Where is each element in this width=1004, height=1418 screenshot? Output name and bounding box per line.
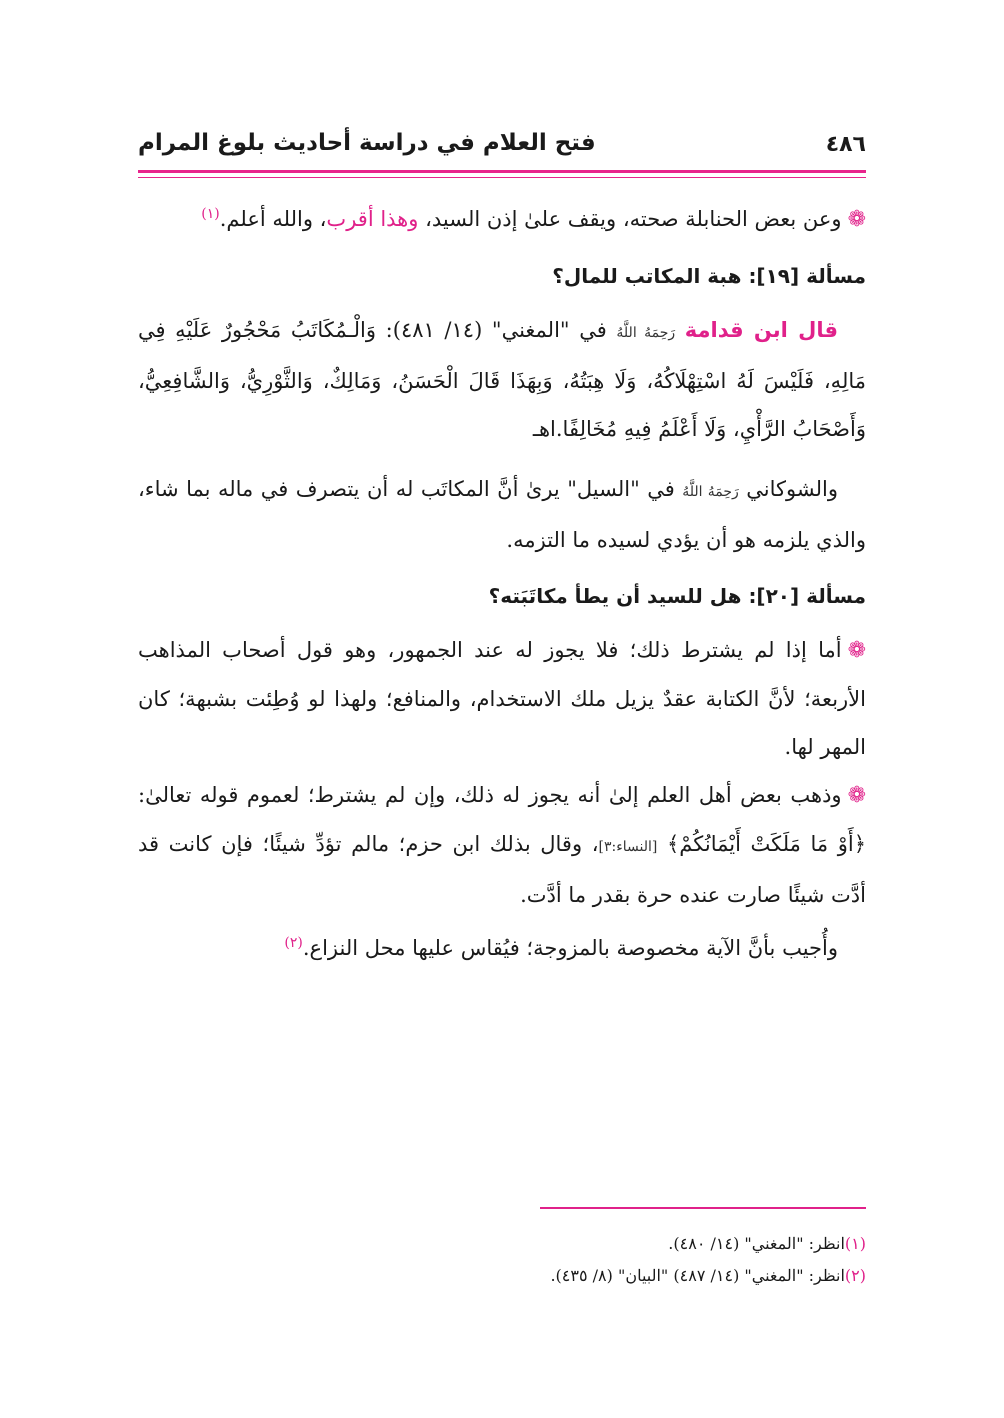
header-rule-thin (138, 177, 866, 178)
footnote-number: (٢) (844, 1266, 866, 1285)
paragraph-text: وذهب بعض أهل العلم إلىٰ أنه يجوز له ذلك، وإن لم يشترط؛ لعموم قوله تعالىٰ: (138, 783, 842, 807)
issue-label: مسألة [٢٠]: (748, 584, 866, 608)
quote-ibn-qudama (138, 306, 866, 453)
paragraph-text: في "السيل" يرىٰ أنَّ المكاتَب له أن يتصرف في ماله بما شاء، والذي يلزمه هو أن يؤدي لسيده ما التزمه. (138, 477, 866, 552)
quran-verse: ﴿أَوْ مَا مَلَكَتْ أَيْمَانُكُمْ﴾ (666, 832, 867, 856)
footnotes (138, 1228, 866, 1292)
footnote-text: انظر: "المغني" (١٤/ ٤٨٧) "البيان" (٨/ ٤٣٥). (550, 1266, 845, 1285)
paragraph-shawkani (138, 465, 866, 564)
paragraph-majority (138, 626, 866, 771)
issue-title: هل للسيد أن يطأ مكاتَبَته؟ (488, 584, 742, 608)
paragraph-response (138, 919, 866, 972)
honorific-mark: رَحِمَهُ اللَّهُ (616, 325, 676, 341)
issue-title: هبة المكاتب للمال؟ (552, 264, 742, 288)
paragraph-hanbali (138, 190, 866, 244)
quote-text: وَالْـمُكَاتَبُ مَحْجُورٌ عَلَيْهِ فِي مَالِهِ، فَلَيْسَ لَهُ اسْتِهْلَاكُهُ، وَلَا هِبَتُهُ، وَبِهَذَا قَالَ الْحَسَنُ، وَمَالِكٌ، وَالثَّوْرِيُّ، وَالشَّافِعِيُّ، وَأَصْحَابُ الرَّأْيِ، وَلَا أَعْلَمُ فِيهِ مُخَالِفًا.اهـ (138, 318, 866, 441)
paragraph-text: أما إذا لم يشترط ذلك؛ فلا يجوز له عند الجمهور، وهو قول أصحاب المذاهب الأربعة؛ لأنَّ الكتابة عقدٌ يزيل ملك الاستخدام، والمنافع؛ ولهذا لو وُطِئت بشبهة؛ كان المهر لها. (138, 638, 866, 759)
paragraph-other-view (138, 771, 866, 919)
footnote-ref[interactable]: (٢) (284, 935, 303, 951)
page-number: ٤٨٦ (825, 132, 866, 157)
flower-icon: ❁ (847, 638, 866, 663)
issue-heading-20 (138, 574, 866, 618)
paragraph-text: وعن بعض الحنابلة صحته، ويقف علىٰ إذن السيد، (418, 207, 842, 231)
quote-author: قال ابن قدامة (684, 318, 838, 342)
footnote-number: (١) (844, 1234, 866, 1253)
page-header (138, 128, 866, 164)
header-rule-thick (138, 170, 866, 173)
page-body (138, 190, 866, 972)
flower-icon: ❁ (847, 207, 866, 232)
honorific-mark: رَحِمَهُ اللَّهُ (682, 484, 739, 500)
paragraph-text: ، وقال بذلك ابن حزم؛ مالم تؤدِّ شيئًا؛ فإن كانت قد أدَّت شيئًا صارت عنده حرة بقدر ما أدَّت. (138, 832, 866, 907)
footnote-ref[interactable]: (١) (201, 206, 220, 222)
issue-label: مسألة [١٩]: (748, 264, 866, 288)
paragraph-text: وأُجيب بأنَّ الآية مخصوصة بالمزوجة؛ فيُقاس عليها محل النزاع. (302, 936, 838, 960)
issue-heading-19 (138, 254, 866, 298)
flower-icon: ❁ (847, 783, 866, 808)
footnote-2 (138, 1260, 866, 1292)
book-title: فتح العلام في دراسة أحاديث بلوغ المرام (138, 130, 596, 156)
quote-source: في "المغني" (١٤/ ٤٨١): (376, 318, 617, 342)
paragraph-tail: ، والله أعلم. (219, 207, 327, 231)
footnote-1 (138, 1228, 866, 1260)
paragraph-start: والشوكاني (738, 477, 838, 501)
verse-reference: [النساء:٣] (598, 839, 658, 855)
footnote-rule (540, 1207, 866, 1209)
highlight-text: وهذا أقرب (326, 207, 419, 231)
footnote-text: انظر: "المغني" (١٤/ ٤٨٠). (668, 1234, 845, 1253)
